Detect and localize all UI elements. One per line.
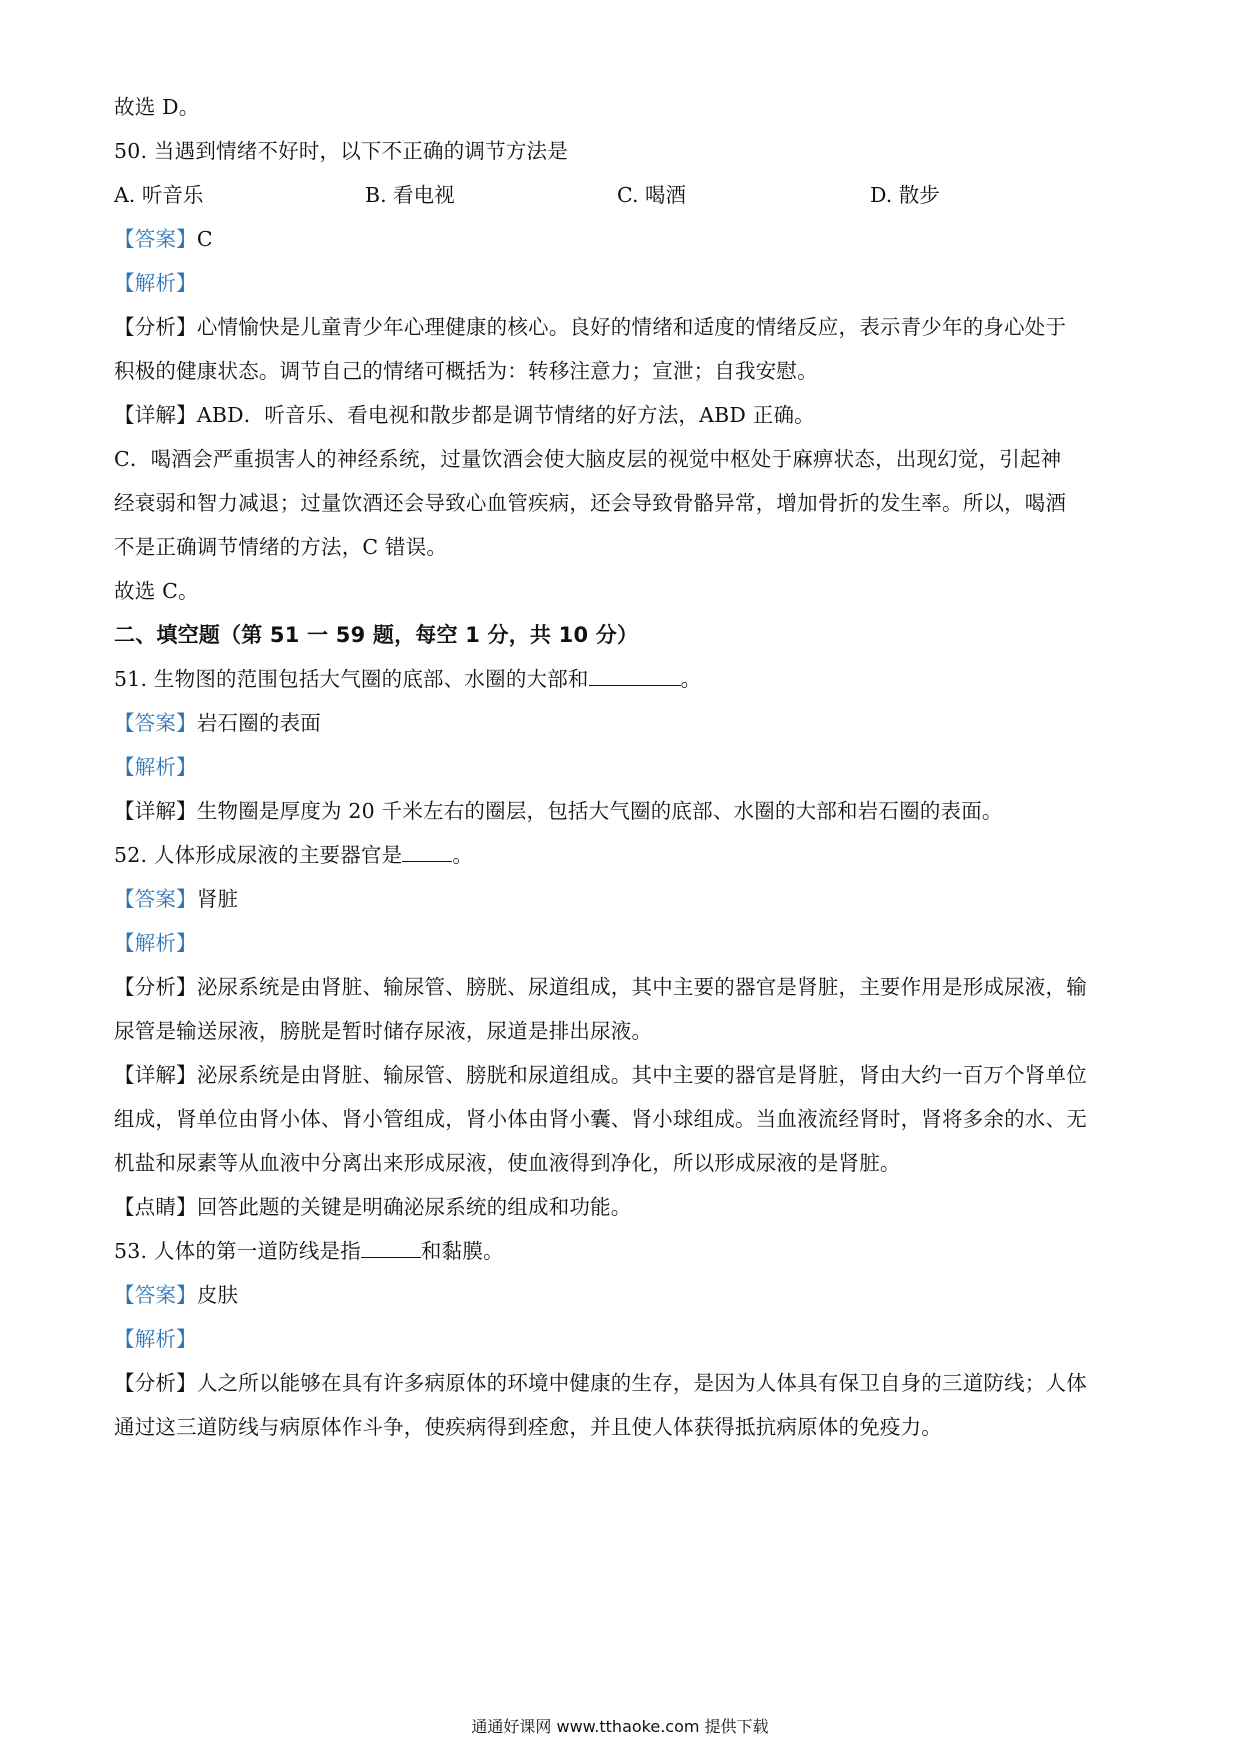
analysis-text: 积极的健康状态。调节自己的情绪可概括为：转移注意力；宣泄；自我安慰。	[114, 359, 818, 383]
option-a: A. 听音乐	[114, 183, 204, 207]
detail-text: 【详解】泌尿系统是由肾脏、输尿管、膀胱和尿道组成。其中主要的器官是肾脏，肾由大约一百万个肾单位	[114, 1063, 1087, 1087]
question-53: 53. 人体的第一道防线是指 和黏膜。	[114, 1239, 504, 1263]
option-d: D. 散步	[870, 183, 940, 207]
detail-text: 【详解】生物圈是厚度为 20 千米左右的圈层，包括大气圈的底部、水圈的大部和岩石圈的表面。	[114, 799, 1003, 823]
detail-text: 机盐和尿素等从血液中分离出来形成尿液，使血液得到净化，所以形成尿液的是肾脏。	[114, 1151, 901, 1175]
fill-blank	[361, 1239, 421, 1258]
analysis-heading: 【解析】	[114, 1327, 197, 1351]
analysis-heading: 【解析】	[114, 755, 197, 779]
detail-text: 不是正确调节情绪的方法，C 错误。	[114, 535, 448, 559]
detail-text: 组成，肾单位由肾小体、肾小管组成，肾小体由肾小囊、肾小球组成。当血液流经肾时，肾将多余的水、无	[114, 1107, 1087, 1131]
question-51: 51. 生物图的范围包括大气圈的底部、水圈的大部和 。	[114, 667, 702, 691]
analysis-text: 【分析】泌尿系统是由肾脏、输尿管、膀胱、尿道组成，其中主要的器官是肾脏，主要作用是形成尿液，输	[114, 975, 1087, 999]
question-50: 50. 当遇到情绪不好时，以下不正确的调节方法是	[114, 139, 568, 163]
answer-line: 【答案】皮肤	[114, 1283, 239, 1307]
answer-line: 【答案】C	[114, 227, 213, 251]
fill-blank	[589, 667, 681, 686]
option-b: B. 看电视	[365, 183, 455, 207]
analysis-text: 尿管是输送尿液，膀胱是暂时储存尿液，尿道是排出尿液。	[114, 1019, 653, 1043]
answer-line: 【答案】岩石圈的表面	[114, 711, 322, 735]
answer-line: 【答案】肾脏	[114, 887, 239, 911]
page-footer: 通通好课网 www.tthaoke.com 提供下载	[471, 1717, 769, 1736]
analysis-heading: 【解析】	[114, 271, 197, 295]
key-point-text: 【点睛】回答此题的关键是明确泌尿系统的组成和功能。	[114, 1195, 632, 1219]
section-heading: 二、填空题（第 51 一 59 题，每空 1 分，共 10 分）	[114, 623, 639, 647]
conclusion-line: 故选 D。	[114, 95, 200, 119]
option-c: C. 喝酒	[617, 183, 686, 207]
question-52: 52. 人体形成尿液的主要器官是 。	[114, 843, 474, 867]
detail-text: 经衰弱和智力减退；过量饮酒还会导致心血管疾病，还会导致骨骼异常，增加骨折的发生率。所以，喝酒	[114, 491, 1067, 515]
detail-text: 【详解】ABD．听音乐、看电视和散步都是调节情绪的好方法，ABD 正确。	[114, 403, 815, 427]
conclusion-line: 故选 C。	[114, 579, 199, 603]
answer-tag: 【答案】	[114, 227, 197, 251]
detail-text: C．喝酒会严重损害人的神经系统，过量饮酒会使大脑皮层的视觉中枢处于麻痹状态，出现幻觉，引起神	[114, 447, 1062, 471]
analysis-text: 【分析】人之所以能够在具有许多病原体的环境中健康的生存，是因为人体具有保卫自身的三道防线；人体	[114, 1371, 1087, 1395]
analysis-text: 通过这三道防线与病原体作斗争，使疾病得到痊愈，并且使人体获得抵抗病原体的免疫力。	[114, 1415, 942, 1439]
analysis-heading: 【解析】	[114, 931, 197, 955]
analysis-text: 【分析】心情愉快是儿童青少年心理健康的核心。良好的情绪和适度的情绪反应，表示青少年的身心处于	[114, 315, 1067, 339]
fill-blank	[402, 843, 452, 862]
